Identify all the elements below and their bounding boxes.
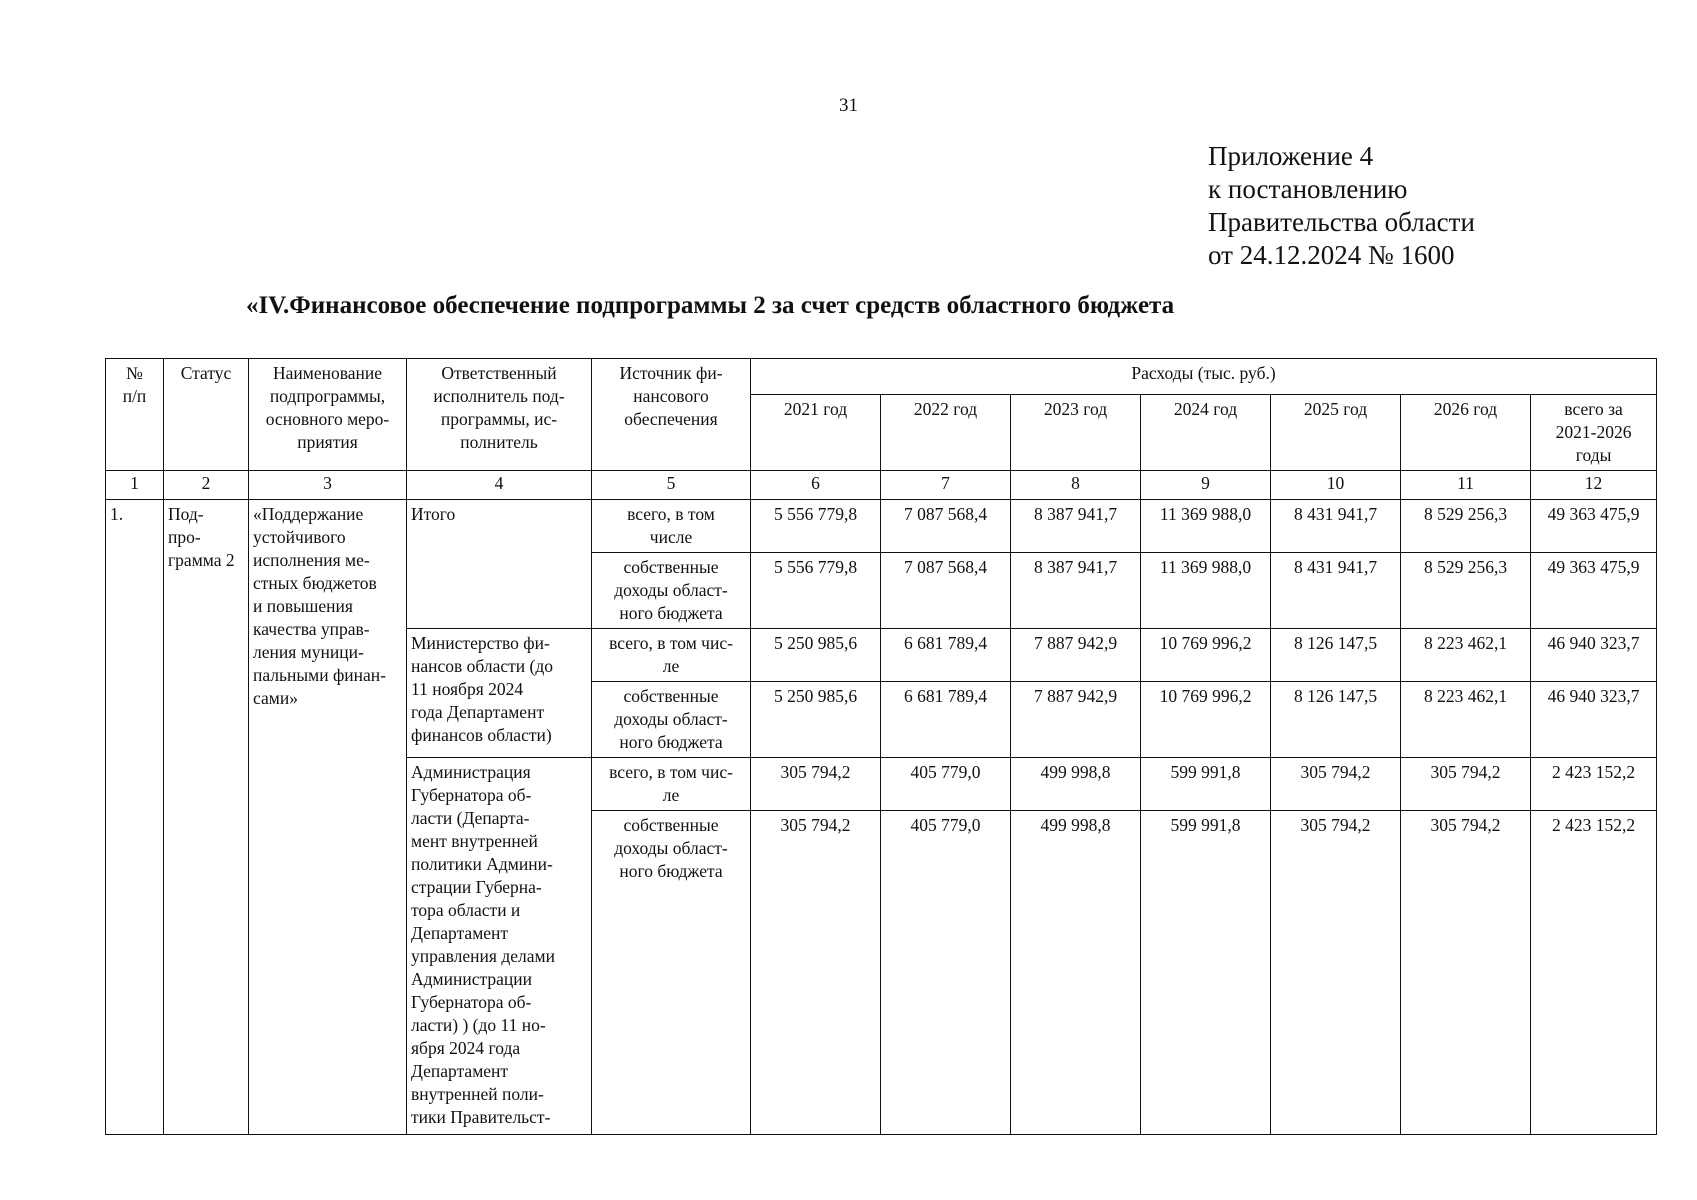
- year-value-cell: 10 769 996,2: [1141, 682, 1271, 758]
- year-value-cell: 5 556 779,8: [751, 553, 881, 629]
- executor-cell-line: нансов области (до: [411, 656, 554, 676]
- executor-cell-line: ласти) ) (до 11 но-: [411, 1015, 546, 1035]
- header-text: основного меро-: [265, 409, 390, 429]
- executor-cell-line: Департамент: [411, 1061, 509, 1081]
- year-value-cell: 6 681 789,4: [881, 629, 1011, 682]
- appendix-line: к постановлению: [1208, 174, 1408, 204]
- year-value-cell: 7 087 568,4: [881, 553, 1011, 629]
- total-value-cell: 2 423 152,2: [1531, 811, 1657, 1135]
- row-name-line: пальными финан-: [253, 665, 386, 685]
- year-value-cell: 499 998,8: [1011, 811, 1141, 1135]
- header-text: Ответственный: [441, 363, 557, 383]
- executor-cell-line: финансов области): [411, 725, 552, 745]
- executor-cell-line: 11 ноября 2024: [411, 679, 524, 699]
- appendix-line: Правительства области: [1208, 207, 1475, 237]
- year-value-cell: 305 794,2: [1271, 758, 1401, 811]
- column-number: 11: [1401, 471, 1531, 500]
- header-status: Статус: [164, 359, 249, 471]
- header-text: обеспечения: [624, 409, 718, 429]
- header-text: Источник фи-: [619, 363, 723, 383]
- executor-cell-line: страции Губерна-: [411, 877, 542, 897]
- row-name-line: качества управ-: [253, 619, 370, 639]
- source-cell-line: всего, в том: [627, 504, 715, 524]
- total-value-cell: 49 363 475,9: [1531, 553, 1657, 629]
- header-expenses: Расходы (тыс. руб.): [751, 359, 1657, 395]
- header-year: 2022 год: [881, 395, 1011, 471]
- header-text: приятия: [297, 432, 358, 452]
- column-number-row: [106, 471, 1657, 500]
- header-num: [106, 359, 164, 471]
- header-total: [1531, 395, 1657, 471]
- year-value-cell: 7 887 942,9: [1011, 629, 1141, 682]
- total-value-cell: 49 363 475,9: [1531, 500, 1657, 553]
- header-year: 2026 год: [1401, 395, 1531, 471]
- source-cell-line: собственные: [623, 557, 719, 577]
- source-cell-line: ле: [662, 785, 680, 805]
- total-value-cell: 46 940 323,7: [1531, 682, 1657, 758]
- executor-cell-line: внутренней поли-: [411, 1084, 544, 1104]
- executor-cell-line: Администрации: [411, 969, 532, 989]
- year-value-cell: 8 126 147,5: [1271, 682, 1401, 758]
- row-name-line: сами»: [253, 688, 298, 708]
- year-value-cell: 8 529 256,3: [1401, 553, 1531, 629]
- source-cell: [592, 758, 751, 811]
- source-cell: [592, 682, 751, 758]
- header-year: 2023 год: [1011, 395, 1141, 471]
- year-value-cell: 5 556 779,8: [751, 500, 881, 553]
- page-number: 31: [839, 95, 858, 116]
- year-value-cell: 305 794,2: [1271, 811, 1401, 1135]
- executor-cell-line: ласти (Департа-: [411, 808, 530, 828]
- executor-cell-line: ября 2024 года: [411, 1038, 521, 1058]
- section-title: «IV.Финансовое обеспечение подпрограммы 2 за счет средств областного бюджета: [246, 292, 1175, 319]
- financing-table: [105, 358, 1657, 1135]
- row-name-line: и повышения: [253, 596, 353, 616]
- year-value-cell: 5 250 985,6: [751, 629, 881, 682]
- executor-cell-line: управления делами: [411, 946, 555, 966]
- column-number: 1: [106, 471, 164, 500]
- row-name-line: «Поддержание: [253, 504, 364, 524]
- year-value-cell: 5 250 985,6: [751, 682, 881, 758]
- total-value-cell: 46 940 323,7: [1531, 629, 1657, 682]
- column-number: 12: [1531, 471, 1657, 500]
- year-value-cell: 405 779,0: [881, 758, 1011, 811]
- row-status-line: грамма 2: [168, 550, 235, 570]
- source-cell: [592, 500, 751, 553]
- executor-cell-line: Губернатора об-: [411, 992, 532, 1012]
- header-name: [249, 359, 407, 471]
- column-number: 2: [164, 471, 249, 500]
- year-value-cell: 8 431 941,7: [1271, 553, 1401, 629]
- row-name-line: стных бюджетов: [253, 573, 377, 593]
- header-text: 2021-2026: [1555, 422, 1632, 442]
- year-value-cell: 499 998,8: [1011, 758, 1141, 811]
- year-value-cell: 11 369 988,0: [1141, 553, 1271, 629]
- table-body: [106, 359, 1657, 1135]
- year-value-cell: 305 794,2: [1401, 811, 1531, 1135]
- appendix-line: от 24.12.2024 № 1600: [1208, 240, 1455, 270]
- executor-cell-line: Департамент: [411, 923, 509, 943]
- executor-cell: [407, 500, 592, 629]
- executor-cell-line: года Департамент: [411, 702, 545, 722]
- header-text: Наименование: [272, 363, 383, 383]
- year-value-cell: 11 369 988,0: [1141, 500, 1271, 553]
- header-year: 2021 год: [751, 395, 881, 471]
- source-cell: [592, 811, 751, 1135]
- header-text: всего за: [1564, 399, 1623, 419]
- executor-cell-line: тики Правительст-: [411, 1107, 551, 1127]
- year-value-cell: 8 387 941,7: [1011, 500, 1141, 553]
- year-value-cell: 8 223 462,1: [1401, 682, 1531, 758]
- header-text: годы: [1575, 445, 1612, 465]
- header-text: п/п: [122, 386, 147, 406]
- header-text: полнитель: [460, 432, 538, 452]
- year-value-cell: 405 779,0: [881, 811, 1011, 1135]
- year-value-cell: 7 087 568,4: [881, 500, 1011, 553]
- appendix-block: [1208, 140, 1475, 272]
- source-cell-line: доходы област-: [614, 838, 728, 858]
- source-cell-line: ного бюджета: [619, 603, 723, 623]
- header-row: [106, 359, 1657, 395]
- row-name-line: исполнения ме-: [253, 550, 370, 570]
- header-text: исполнитель под-: [433, 386, 565, 406]
- year-value-cell: 599 991,8: [1141, 811, 1271, 1135]
- row-name-line: устойчивого: [253, 527, 346, 547]
- source-cell-line: доходы област-: [614, 709, 728, 729]
- total-value-cell: 2 423 152,2: [1531, 758, 1657, 811]
- source-cell-line: ного бюджета: [619, 861, 723, 881]
- executor-cell-line: Администрация: [411, 762, 531, 782]
- source-cell-line: числе: [649, 527, 693, 547]
- executor-cell-line: мент внутренней: [411, 831, 538, 851]
- source-cell-line: всего, в том чис-: [609, 762, 733, 782]
- source-cell-line: ного бюджета: [619, 732, 723, 752]
- column-number: 10: [1271, 471, 1401, 500]
- header-text: программы, ис-: [440, 409, 558, 429]
- row-name-line: ления муници-: [253, 642, 364, 662]
- executor-cell: [407, 758, 592, 1135]
- row-status: [164, 500, 249, 1135]
- header-text: №: [126, 363, 143, 383]
- source-cell-line: собственные: [623, 815, 719, 835]
- executor-cell-line: Министерство фи-: [411, 633, 550, 653]
- column-number: 8: [1011, 471, 1141, 500]
- row-name: [249, 500, 407, 1135]
- header-text: подпрограммы,: [269, 386, 386, 406]
- executor-cell-line: тора области и: [411, 900, 521, 920]
- source-cell-line: всего, в том чис-: [609, 633, 733, 653]
- source-cell-line: доходы област-: [614, 580, 728, 600]
- source-cell-line: собственные: [623, 686, 719, 706]
- source-cell-line: ле: [662, 656, 680, 676]
- executor-cell-line: Губернатора об-: [411, 785, 532, 805]
- year-value-cell: 599 991,8: [1141, 758, 1271, 811]
- header-executor: [407, 359, 592, 471]
- header-source: [592, 359, 751, 471]
- column-number: 6: [751, 471, 881, 500]
- year-value-cell: 305 794,2: [1401, 758, 1531, 811]
- column-number: 5: [592, 471, 751, 500]
- executor-cell-line: Итого: [411, 504, 456, 524]
- row-number: 1.: [106, 500, 164, 1135]
- year-value-cell: 6 681 789,4: [881, 682, 1011, 758]
- row-status-line: про-: [168, 527, 201, 547]
- source-cell: [592, 553, 751, 629]
- column-number: 3: [249, 471, 407, 500]
- year-value-cell: 8 387 941,7: [1011, 553, 1141, 629]
- executor-cell-line: политики Админи-: [411, 854, 553, 874]
- year-value-cell: 305 794,2: [751, 811, 881, 1135]
- year-value-cell: 10 769 996,2: [1141, 629, 1271, 682]
- source-cell: [592, 629, 751, 682]
- column-number: 4: [407, 471, 592, 500]
- year-value-cell: 7 887 942,9: [1011, 682, 1141, 758]
- column-number: 9: [1141, 471, 1271, 500]
- year-value-cell: 305 794,2: [751, 758, 881, 811]
- header-year: 2025 год: [1271, 395, 1401, 471]
- year-value-cell: 8 431 941,7: [1271, 500, 1401, 553]
- header-year: 2024 год: [1141, 395, 1271, 471]
- year-value-cell: 8 126 147,5: [1271, 629, 1401, 682]
- executor-cell: [407, 629, 592, 758]
- table-row: [106, 500, 1657, 553]
- row-status-line: Под-: [168, 504, 204, 524]
- year-value-cell: 8 529 256,3: [1401, 500, 1531, 553]
- header-text: нансового: [633, 386, 709, 406]
- year-value-cell: 8 223 462,1: [1401, 629, 1531, 682]
- column-number: 7: [881, 471, 1011, 500]
- appendix-line: Приложение 4: [1208, 141, 1374, 171]
